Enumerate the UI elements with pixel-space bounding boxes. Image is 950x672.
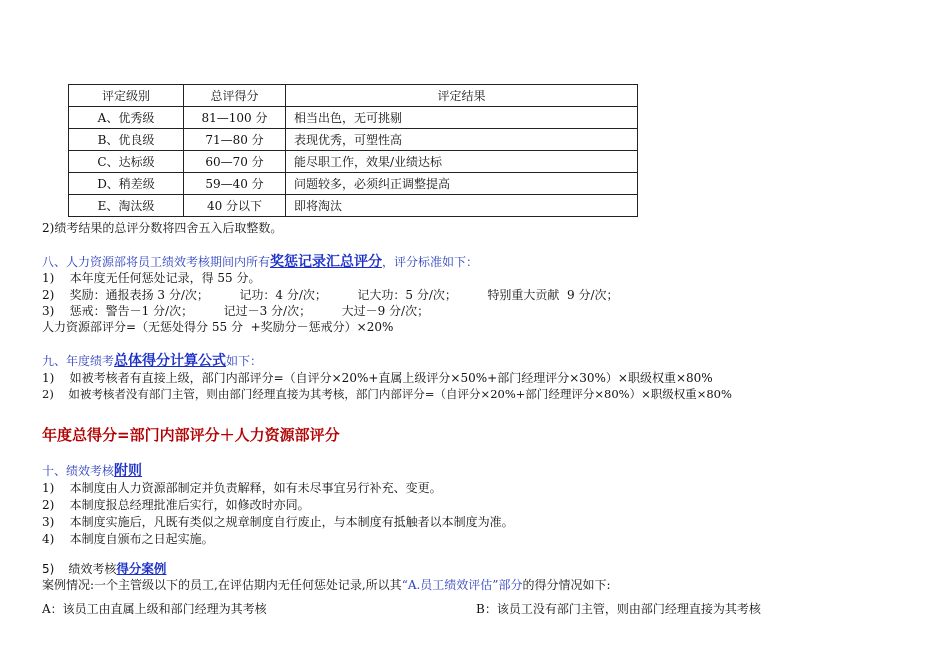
header-level: 评定级别 bbox=[69, 85, 184, 107]
case-desc-prefix: 案例情况:一个主管级以下的员工,在评估期内无任何惩处记录,所以其 bbox=[42, 578, 402, 592]
table-row bbox=[69, 129, 638, 151]
table-row bbox=[69, 107, 638, 129]
cell-result: 能尽职工作，效果/业绩达标 bbox=[286, 151, 638, 173]
rounding-note: 2)绩考结果的总评分数将四舍五入后取整数。 bbox=[42, 221, 283, 235]
section8-suffix: ，评分标准如下： bbox=[382, 255, 479, 269]
case-description bbox=[42, 577, 611, 593]
section10-heading bbox=[42, 463, 142, 479]
section9-highlight: 总体得分计算公式 bbox=[114, 353, 227, 369]
table-row bbox=[69, 151, 638, 173]
cell-score: 60—70 分 bbox=[184, 151, 286, 173]
section9-suffix: 如下： bbox=[226, 354, 263, 368]
section10-item: 2) 本制度报总经理批准后实行，如修改时亦同。 bbox=[42, 498, 310, 512]
cell-score: 81—100 分 bbox=[184, 107, 286, 129]
case-prefix: 绩效考核 bbox=[68, 562, 117, 576]
section9-item: 1) 如被考核者有直接上级，部门内部评分=（自评分×20%+直属上级评分×50%+部门经理评分×30%）×职级权重×80% bbox=[42, 371, 713, 385]
section8-item: 2) 奖励：通报表扬 3 分/次； 记功：4 分/次； 记大功：5 分/次； 特别重大贡献 9 分/次； bbox=[42, 288, 619, 302]
case-desc-suffix: 的得分情况如下: bbox=[522, 578, 611, 592]
table-header-row bbox=[69, 85, 638, 107]
case-heading bbox=[42, 561, 166, 577]
case-highlight: 得分案例 bbox=[116, 561, 167, 576]
cell-score: 71—80 分 bbox=[184, 129, 286, 151]
cell-score: 59—40 分 bbox=[184, 173, 286, 195]
section8-item: 1) 本年度无任何惩处记录，得 55 分。 bbox=[42, 271, 261, 285]
section8-prefix: 八、人力资源部将员工绩效考核期间内所有 bbox=[42, 255, 271, 269]
case-desc-quote: “A.员工绩效评估”部分 bbox=[401, 578, 523, 592]
section10-highlight: 附则 bbox=[114, 463, 143, 479]
cell-level: E、淘汰级 bbox=[69, 195, 184, 217]
section10-item: 3) 本制度实施后，凡既有类似之规章制度自行废止，与本制度有抵触者以本制度为准。 bbox=[42, 515, 514, 529]
case-a: A：该员工由直属上级和部门经理为其考核 bbox=[42, 602, 267, 616]
section8-heading bbox=[42, 254, 478, 270]
cell-result: 表现优秀，可塑性高 bbox=[286, 129, 638, 151]
cell-result: 相当出色，无可挑剔 bbox=[286, 107, 638, 129]
section10-prefix: 十、绩效考核 bbox=[42, 464, 115, 478]
section10-item: 1) 本制度由人力资源部制定并负责解释，如有未尽事宜另行补充、变更。 bbox=[42, 481, 442, 495]
cell-level: A、优秀级 bbox=[69, 107, 184, 129]
cell-level: D、稍差级 bbox=[69, 173, 184, 195]
cell-result: 即将淘汰 bbox=[286, 195, 638, 217]
cell-level: B、优良级 bbox=[69, 129, 184, 151]
total-formula: 年度总得分=部门内部评分＋人力资源部评分 bbox=[42, 426, 340, 444]
header-result: 评定结果 bbox=[286, 85, 638, 107]
section9-heading bbox=[42, 353, 262, 369]
table-row bbox=[69, 195, 638, 217]
header-score: 总评得分 bbox=[184, 85, 286, 107]
section8-formula: 人力资源部评分=（无惩处得分 55 分 +奖励分－惩戒分）×20% bbox=[42, 320, 394, 334]
section9-prefix: 九、年度绩考 bbox=[42, 354, 115, 368]
section8-item: 3) 惩戒：警告－1 分/次； 记过－3 分/次； 大过－9 分/次； bbox=[42, 304, 430, 318]
section8-highlight: 奖惩记录汇总评分 bbox=[270, 254, 383, 270]
section10-item: 4) 本制度自颁布之日起实施。 bbox=[42, 532, 214, 546]
table-row bbox=[69, 173, 638, 195]
cell-result: 问题较多，必须纠正调整提高 bbox=[286, 173, 638, 195]
cell-level: C、达标级 bbox=[69, 151, 184, 173]
section9-item: 2) 如被考核者没有部门主管，则由部门经理直接为其考核，部门内部评分=（自评分×20%+部门经理评分×80%）×职级权重×80% bbox=[42, 387, 732, 401]
grade-table bbox=[68, 84, 638, 217]
case-b: B：该员工没有部门主管，则由部门经理直接为其考核 bbox=[476, 602, 761, 616]
case-num: 5) bbox=[42, 562, 55, 576]
cell-score: 40 分以下 bbox=[184, 195, 286, 217]
